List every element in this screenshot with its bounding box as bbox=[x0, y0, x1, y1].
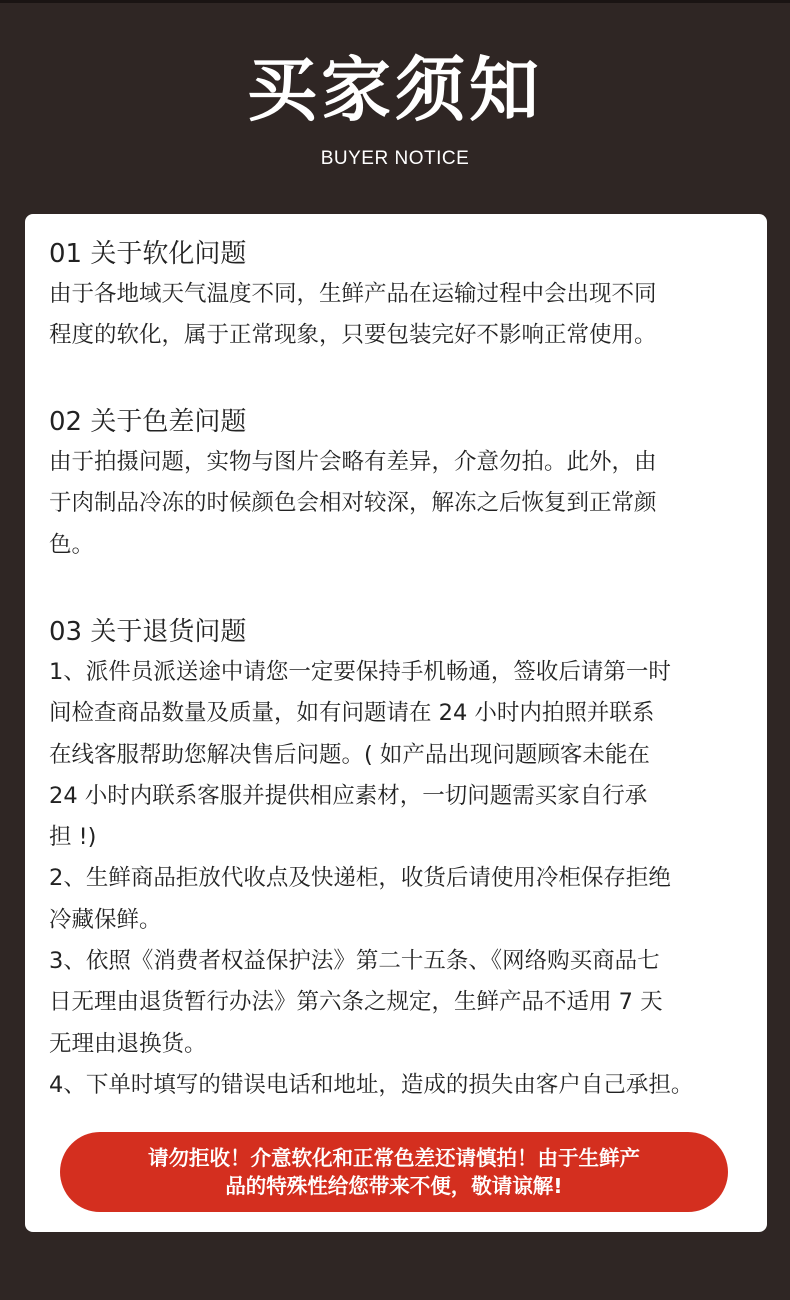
section-softening bbox=[49, 234, 749, 357]
body-line: 日无理由退货暂行办法》第六条之规定，生鲜产品不适用 7 天 bbox=[49, 989, 663, 1016]
section-heading: 02 关于色差问题 bbox=[49, 407, 247, 437]
body-line: 由于各地域天气温度不同，生鲜产品在运输过程中会出现不同 bbox=[49, 281, 657, 307]
body-line: 由于拍摄问题，实物与图片会略有差异，介意勿拍。此外，由 bbox=[49, 449, 657, 475]
body-line: 于肉制品冷冻的时候颜色会相对较深，解冻之后恢复到正常颜 bbox=[49, 490, 657, 517]
body-line: 担 !) bbox=[49, 824, 97, 851]
page-subtitle: BUYER NOTICE bbox=[320, 148, 470, 169]
section-body bbox=[49, 274, 749, 357]
top-border bbox=[0, 0, 790, 3]
body-line: 4、下单时填写的错误电话和地址，造成的损失由客户自己承担。 bbox=[49, 1071, 694, 1098]
body-line: 3、依照《消费者权益保护法》第二十五条、《网络购买商品七 bbox=[49, 948, 660, 975]
section-body bbox=[49, 442, 749, 566]
section-heading: 01 关于软化问题 bbox=[49, 239, 247, 269]
warning-banner bbox=[60, 1132, 728, 1212]
list-item bbox=[49, 858, 749, 941]
section-heading: 03 关于退货问题 bbox=[49, 617, 247, 647]
body-line: 色。 bbox=[49, 531, 95, 558]
list-item bbox=[49, 652, 749, 858]
body-line: 无理由退换货。 bbox=[49, 1030, 207, 1057]
list-item bbox=[49, 941, 749, 1065]
body-line: 程度的软化，属于正常现象，只要包装完好不影响正常使用。 bbox=[49, 322, 657, 349]
body-line: 在线客服帮助您解决售后问题。( 如产品出现问题顾客未能在 bbox=[49, 741, 650, 768]
banner-line: 品的特殊性给您带来不便，敬请谅解! bbox=[225, 1174, 563, 1198]
body-line: 1、派件员派送途中请您一定要保持手机畅通，签收后请第一时 bbox=[49, 659, 671, 685]
section-returns bbox=[49, 612, 749, 1106]
body-line: 间检查商品数量及质量，如有问题请在 24 小时内拍照并联系 bbox=[49, 700, 655, 727]
section-color-difference bbox=[49, 402, 749, 566]
page-title: 买家须知 bbox=[247, 49, 543, 131]
body-line: 24 小时内联系客服并提供相应素材，一切问题需买家自行承 bbox=[49, 782, 648, 809]
notice-card bbox=[25, 214, 767, 1232]
banner-line: 请勿拒收！介意软化和正常色差还请慎拍！由于生鲜产 bbox=[148, 1146, 640, 1170]
section-body bbox=[49, 652, 749, 1106]
body-line: 冷藏保鲜。 bbox=[49, 906, 162, 933]
body-line: 2、生鲜商品拒放代收点及快递柜，收货后请使用冷柜保存拒绝 bbox=[49, 865, 671, 892]
list-item bbox=[49, 1065, 749, 1106]
